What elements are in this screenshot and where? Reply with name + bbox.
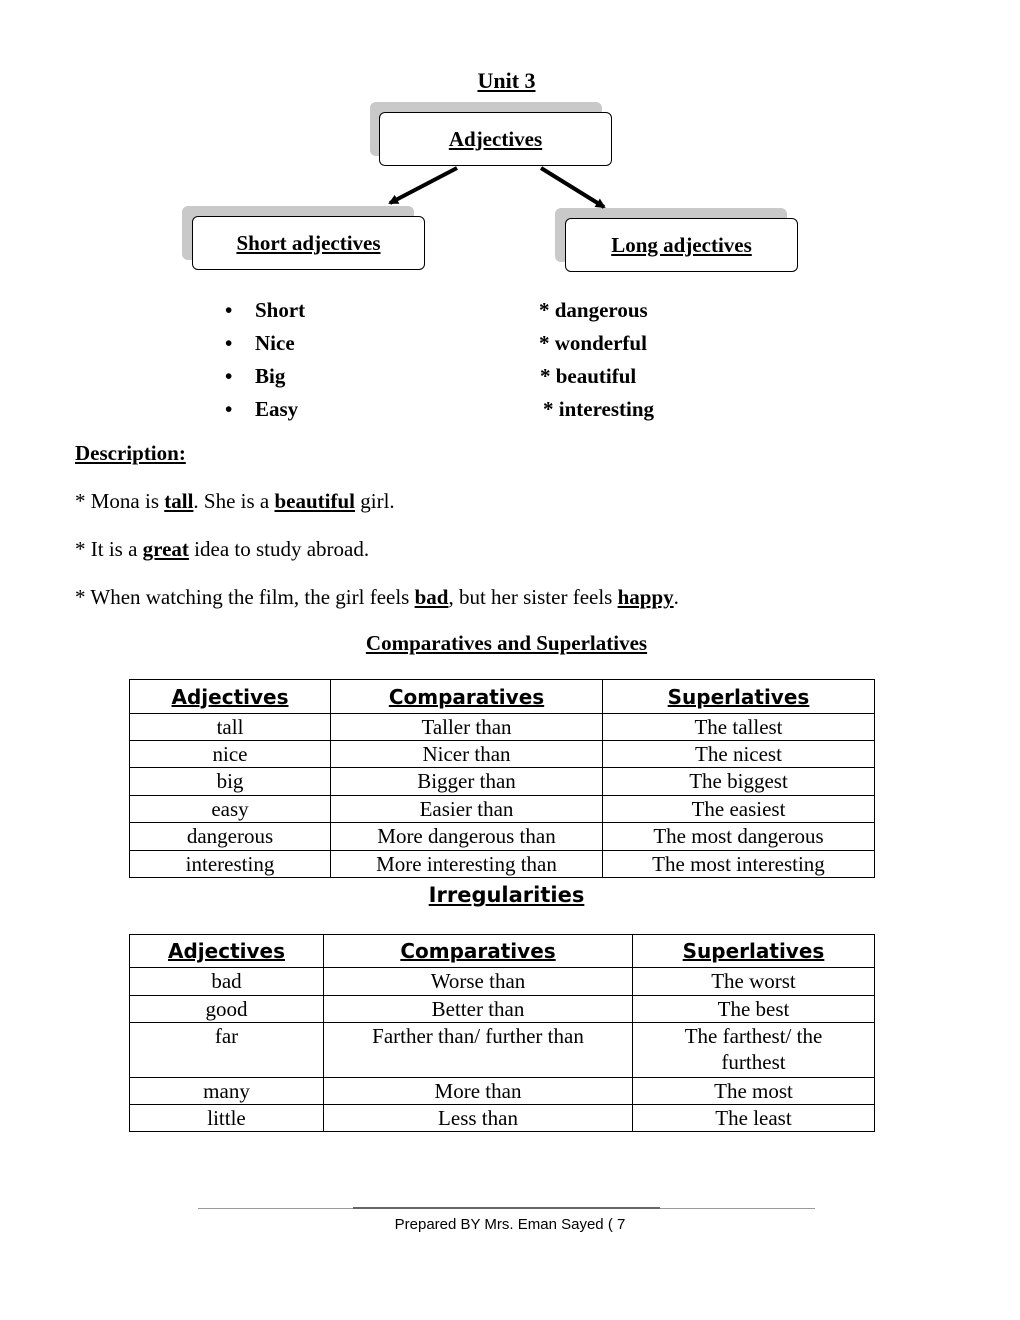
table-row [130, 1023, 875, 1078]
table-cell: The farthest/ the furthest [633, 1023, 875, 1078]
table-cell: nice [130, 741, 331, 768]
table-row [130, 1078, 875, 1105]
header-cell: Adjectives [130, 680, 331, 714]
comparatives-title: Comparatives and Superlatives [365, 631, 648, 655]
short-examples-list [225, 294, 305, 426]
table-cell: More dangerous than [331, 823, 603, 851]
bullet-icon: • [225, 331, 233, 355]
list-item: * interesting [543, 397, 655, 421]
table-cell: bad [130, 968, 324, 996]
header-cell: Adjectives [130, 935, 324, 968]
table-cell: Bigger than [331, 768, 603, 796]
diagram-root-label: Adjectives [448, 126, 543, 151]
table-cell: interesting [130, 851, 331, 878]
table-row [130, 851, 875, 878]
bullet-icon: • [225, 298, 233, 322]
table-row [130, 714, 875, 741]
table-cell: The worst [633, 968, 875, 996]
description-heading: Description: [75, 441, 186, 465]
diagram-right-label: Long adjectives [611, 232, 752, 257]
table-cell: The easiest [603, 796, 875, 823]
bullet-icon: • [225, 397, 233, 421]
table-row [130, 796, 875, 823]
table-cell: Taller than [331, 714, 603, 741]
footer-divider-accent [353, 1207, 660, 1209]
table-cell: little [130, 1105, 324, 1132]
table-cell: The best [633, 996, 875, 1023]
table-cell: The most [633, 1078, 875, 1105]
irregularities-table [129, 934, 875, 1132]
table-cell: many [130, 1078, 324, 1105]
table-row [130, 823, 875, 851]
table-cell: Farther than/ further than [324, 1023, 633, 1078]
table-cell: tall [130, 714, 331, 741]
table-header-row [130, 680, 875, 714]
diagram-arrows [0, 0, 1020, 300]
list-item: * beautiful [540, 364, 637, 388]
list-item: * dangerous [539, 298, 648, 322]
table-cell: Less than [324, 1105, 633, 1132]
table-cell: easy [130, 796, 331, 823]
list-item: • Easy [225, 393, 305, 426]
table-cell: More than [324, 1078, 633, 1105]
description-sentence-1: * Mona is tall. She is a beautiful girl. [75, 489, 395, 513]
table-cell: dangerous [130, 823, 331, 851]
list-item: • Nice [225, 327, 305, 360]
description-sentence-2: * It is a great idea to study abroad. [75, 537, 370, 561]
table-row [130, 768, 875, 796]
table-cell: The nicest [603, 741, 875, 768]
list-item: * wonderful [539, 331, 647, 355]
table-cell: More interesting than [331, 851, 603, 878]
table-cell: Worse than [324, 968, 633, 996]
table-cell: The biggest [603, 768, 875, 796]
table-header-row [130, 935, 875, 968]
arrow-left [390, 168, 457, 203]
table-row [130, 1105, 875, 1132]
description-sentence-3: * When watching the film, the girl feels bad, but her sister feels happy. [75, 585, 679, 609]
table-cell: good [130, 996, 324, 1023]
table-cell: The least [633, 1105, 875, 1132]
header-cell: Superlatives [633, 935, 875, 968]
long-examples-list [539, 294, 654, 426]
table-cell: Easier than [331, 796, 603, 823]
table-cell: The tallest [603, 714, 875, 741]
table-cell: big [130, 768, 331, 796]
bullet-icon: • [225, 364, 233, 388]
list-item: • Short [225, 294, 305, 327]
page-footer: Prepared BY Mrs. Eman Sayed ( 7 [394, 1216, 626, 1233]
header-cell: Comparatives [331, 680, 603, 714]
table-cell: Nicer than [331, 741, 603, 768]
arrow-right [541, 168, 604, 207]
table-row [130, 996, 875, 1023]
header-cell: Comparatives [324, 935, 633, 968]
table-cell: The most dangerous [603, 823, 875, 851]
table-cell: far [130, 1023, 324, 1078]
header-cell: Superlatives [603, 680, 875, 714]
list-item: • Big [225, 360, 305, 393]
page-title: Unit 3 [477, 68, 536, 93]
comparatives-table [129, 679, 875, 878]
table-cell: Better than [324, 996, 633, 1023]
diagram-left-label: Short adjectives [236, 230, 381, 255]
table-row [130, 741, 875, 768]
table-row [130, 968, 875, 996]
irregularities-title: Irregularities [428, 883, 585, 907]
table-cell: The most interesting [603, 851, 875, 878]
